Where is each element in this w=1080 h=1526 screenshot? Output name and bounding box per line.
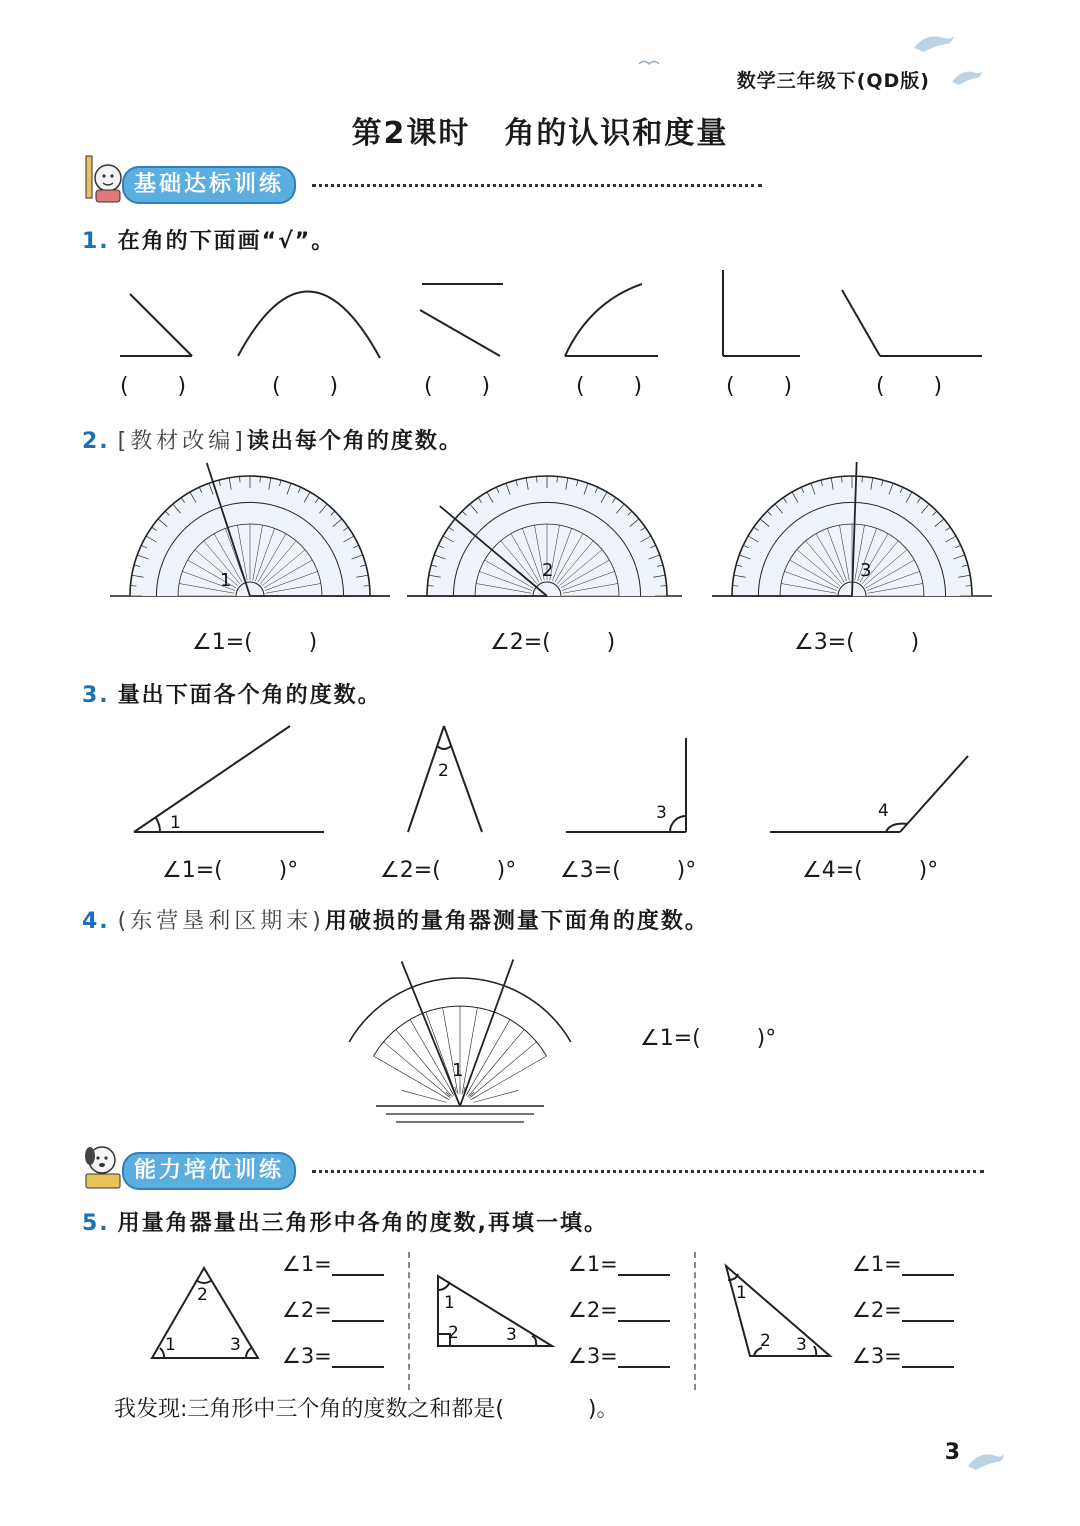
angle-label: 2 xyxy=(448,1323,459,1343)
question-text: 用破损的量角器测量下面角的度数。 xyxy=(324,909,709,934)
answer-blank[interactable]: ∠2=( )° xyxy=(380,858,517,883)
fill-label: ∠3= xyxy=(568,1344,618,1368)
fill-label: ∠1= xyxy=(852,1252,902,1276)
broken-protractor xyxy=(320,944,600,1130)
q1-figures xyxy=(100,266,1000,370)
question-number: 2. xyxy=(82,429,110,454)
answer-blank[interactable]: ∠1=( ) xyxy=(192,630,318,655)
question-text: 用量角器量出三角形中各角的度数,再填一填。 xyxy=(117,1211,609,1236)
fill-label: ∠3= xyxy=(852,1344,902,1368)
angle-label: 4 xyxy=(878,801,889,821)
question-4 xyxy=(82,904,709,935)
fill-line[interactable] xyxy=(618,1302,670,1322)
fill-label: ∠2= xyxy=(568,1298,618,1322)
angle-label: 1 xyxy=(444,1293,455,1313)
angle-label: 2 xyxy=(438,761,449,781)
finding-sentence[interactable]: 我发现:三角形中三个角的度数之和都是( )。 xyxy=(114,1397,619,1422)
triangle-3 xyxy=(726,1266,830,1356)
protractor xyxy=(712,462,992,596)
dotted-divider xyxy=(312,1170,984,1173)
angle-label: 1 xyxy=(452,1060,464,1081)
puppy-mascot-icon xyxy=(80,1140,126,1192)
fill-label: ∠3= xyxy=(282,1344,332,1368)
fill-line[interactable] xyxy=(902,1348,954,1368)
fill-label: ∠2= xyxy=(282,1298,332,1322)
answer-blank[interactable]: ∠3=( ) xyxy=(794,630,920,655)
question-3 xyxy=(82,678,382,709)
angle-label: 3 xyxy=(860,560,872,581)
dolphin-icon xyxy=(912,30,956,56)
dashed-divider xyxy=(694,1252,696,1390)
fill-line[interactable] xyxy=(902,1256,954,1276)
lesson-topic: 角的认识和度量 xyxy=(504,116,729,151)
page-title xyxy=(0,108,1080,152)
lesson-number: 第2课时 xyxy=(351,116,471,151)
answer-blank[interactable]: ( ) xyxy=(576,374,643,399)
section-title: 基础达标训练 xyxy=(122,166,296,204)
pencil-mascot-icon xyxy=(80,154,124,206)
answer-blank[interactable]: ∠1=( )° xyxy=(162,858,299,883)
angle-label: 3 xyxy=(230,1335,241,1355)
question-number: 4. xyxy=(82,909,110,934)
dolphin-icon xyxy=(950,66,984,88)
fill-line[interactable] xyxy=(618,1348,670,1368)
question-number: 5. xyxy=(82,1211,110,1236)
answer-blank[interactable]: ( ) xyxy=(424,374,491,399)
question-source: (东营垦利区期末) xyxy=(117,909,325,934)
question-text: 读出每个角的度数。 xyxy=(246,429,463,454)
fill-label: ∠1= xyxy=(282,1252,332,1276)
fill-line[interactable] xyxy=(618,1256,670,1276)
figure-angle xyxy=(120,294,192,356)
dolphin-icon xyxy=(966,1448,1006,1474)
angle-label: 3 xyxy=(796,1335,807,1355)
dotted-divider xyxy=(312,184,762,187)
figure-arc xyxy=(238,291,380,358)
q3-angles xyxy=(120,718,1000,842)
question-text: 在角的下面画“√”。 xyxy=(117,229,336,254)
fill-line[interactable] xyxy=(902,1302,954,1322)
figure-right-angle xyxy=(723,270,800,356)
book-title: 数学三年级下(QD版) xyxy=(736,70,930,92)
angle-label: 1 xyxy=(170,813,181,833)
figure-angle-4 xyxy=(770,756,968,832)
angle-label: 1 xyxy=(220,570,232,591)
q2-protractors xyxy=(100,462,1020,612)
angle-label: 1 xyxy=(736,1283,747,1303)
angle-label: 1 xyxy=(165,1335,176,1355)
answer-blank[interactable]: ∠3=( )° xyxy=(560,858,697,883)
fill-group xyxy=(282,1252,384,1390)
fill-line[interactable] xyxy=(332,1302,384,1322)
answer-blank[interactable]: ∠2=( ) xyxy=(490,630,616,655)
answer-blank[interactable]: ∠4=( )° xyxy=(802,858,939,883)
answer-blank[interactable]: ( ) xyxy=(272,374,339,399)
question-number: 3. xyxy=(82,683,110,708)
question-source: [教材改编] xyxy=(117,429,247,454)
angle-label: 2 xyxy=(760,1331,771,1351)
dashed-divider xyxy=(408,1252,410,1390)
angle-label: 2 xyxy=(542,560,554,581)
fill-group xyxy=(852,1252,954,1390)
page-number: 3 xyxy=(944,1440,960,1465)
figure-separate-lines xyxy=(420,284,503,356)
figure-obtuse-angle xyxy=(842,290,982,356)
answer-blank[interactable]: ( ) xyxy=(726,374,793,399)
fill-group xyxy=(568,1252,670,1390)
fill-label: ∠2= xyxy=(852,1298,902,1322)
angle-label: 3 xyxy=(506,1325,517,1345)
question-5 xyxy=(82,1206,608,1237)
section-title: 能力培优训练 xyxy=(122,1152,296,1190)
fill-line[interactable] xyxy=(332,1348,384,1368)
answer-blank[interactable]: ( ) xyxy=(120,374,187,399)
fill-line[interactable] xyxy=(332,1256,384,1276)
section-banner-basic xyxy=(80,164,770,204)
figure-curve-angle xyxy=(565,284,658,356)
figure-angle-3 xyxy=(566,738,686,832)
section-banner-advanced xyxy=(80,1150,990,1190)
answer-blank[interactable]: ( ) xyxy=(876,374,943,399)
question-2 xyxy=(82,424,463,455)
fill-label: ∠1= xyxy=(568,1252,618,1276)
angle-label: 2 xyxy=(197,1285,208,1305)
figure-angle-1 xyxy=(134,726,324,832)
question-1 xyxy=(82,224,335,255)
answer-blank[interactable]: ∠1=( )° xyxy=(640,1026,777,1051)
protractor xyxy=(110,463,390,596)
angle-label: 3 xyxy=(656,803,667,823)
bird-icon xyxy=(638,58,660,70)
question-number: 1. xyxy=(82,229,110,254)
question-text: 量出下面各个角的度数。 xyxy=(117,683,382,708)
q5-triangles xyxy=(140,1250,860,1380)
